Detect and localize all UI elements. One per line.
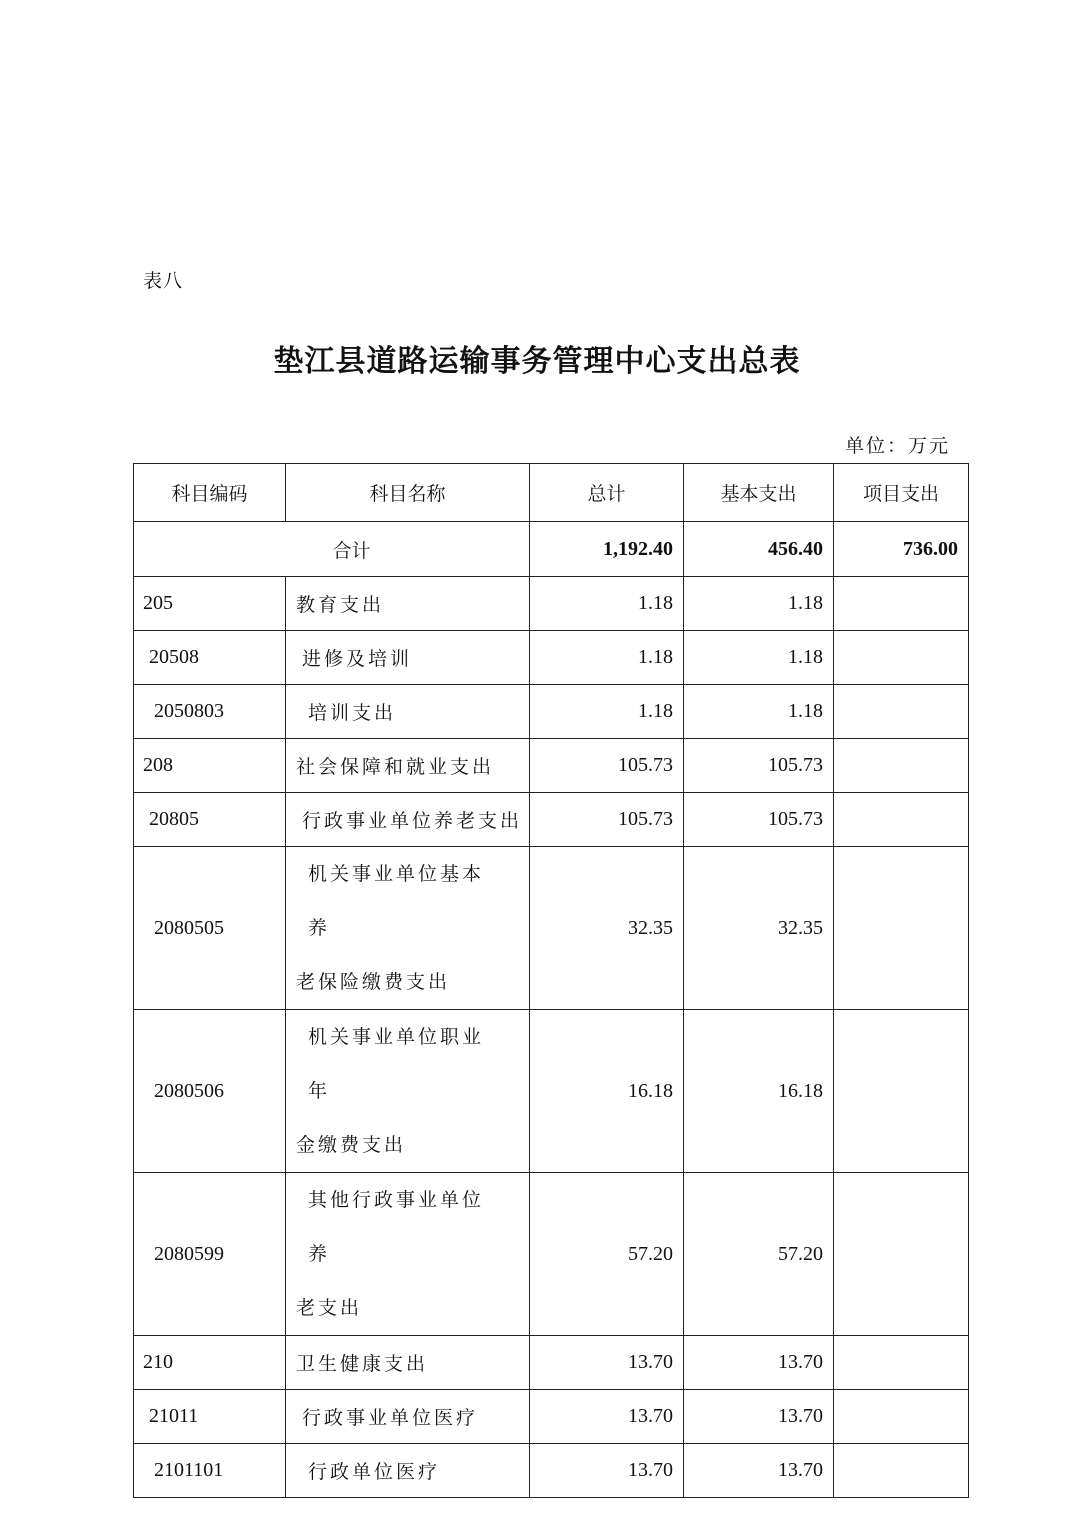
row-total: 105.73: [530, 793, 684, 847]
row-name-line2: 金缴费支出: [296, 1134, 407, 1156]
table-row: [134, 685, 969, 739]
row-project: [834, 793, 969, 847]
row-total: 32.35: [530, 847, 684, 1010]
row-total: 13.70: [530, 1444, 684, 1498]
row-name: 教育支出: [286, 577, 530, 631]
row-code: 21011: [134, 1390, 286, 1444]
total-total: 1,192.40: [530, 522, 684, 577]
table-row: [134, 739, 969, 793]
row-code: 20805: [134, 793, 286, 847]
row-total: 13.70: [530, 1390, 684, 1444]
row-basic: 1.18: [684, 685, 834, 739]
row-total: 105.73: [530, 739, 684, 793]
row-project: [834, 631, 969, 685]
column-header-total: 总计: [530, 464, 684, 522]
row-project: [834, 577, 969, 631]
column-header-basic: 基本支出: [684, 464, 834, 522]
row-name: 进修及培训: [286, 631, 530, 685]
row-name: 社会保障和就业支出: [286, 739, 530, 793]
row-name: [286, 847, 530, 1010]
row-total: 1.18: [530, 685, 684, 739]
row-basic: 16.18: [684, 1010, 834, 1173]
row-project: [834, 847, 969, 1010]
total-row: [134, 522, 969, 577]
expense-table: [133, 463, 969, 1498]
row-code: 20508: [134, 631, 286, 685]
row-code: 210: [134, 1336, 286, 1390]
row-total: 1.18: [530, 631, 684, 685]
row-basic: 13.70: [684, 1444, 834, 1498]
row-code: 2080599: [134, 1173, 286, 1336]
table-row: [134, 847, 969, 1010]
row-basic: 1.18: [684, 631, 834, 685]
row-name: 行政事业单位医疗: [286, 1390, 530, 1444]
row-basic: 32.35: [684, 847, 834, 1010]
row-name: [286, 1010, 530, 1173]
row-basic: 13.70: [684, 1336, 834, 1390]
table-row: [134, 1444, 969, 1498]
row-project: [834, 1336, 969, 1390]
row-name-line1: 机关事业单位职业年: [308, 1026, 485, 1102]
row-code: 2101101: [134, 1444, 286, 1498]
row-code: 2080506: [134, 1010, 286, 1173]
table-row: [134, 577, 969, 631]
column-header-code: 科目编码: [134, 464, 286, 522]
row-name-line1: 机关事业单位基本养: [308, 863, 485, 939]
table-label: 表八: [143, 270, 184, 292]
row-name: [286, 1173, 530, 1336]
column-header-name: 科目名称: [286, 464, 530, 522]
unit-label: 单位：万元: [844, 435, 950, 457]
row-name-line2: 老支出: [296, 1297, 363, 1319]
row-project: [834, 685, 969, 739]
row-basic: 13.70: [684, 1390, 834, 1444]
row-name: 培训支出: [286, 685, 530, 739]
row-total: 13.70: [530, 1336, 684, 1390]
row-basic: 105.73: [684, 739, 834, 793]
table-row: [134, 631, 969, 685]
row-code: 205: [134, 577, 286, 631]
row-total: 16.18: [530, 1010, 684, 1173]
row-code: 208: [134, 739, 286, 793]
row-name-line2: 老保险缴费支出: [296, 971, 451, 993]
row-code: 2050803: [134, 685, 286, 739]
table-row: [134, 793, 969, 847]
row-project: [834, 1444, 969, 1498]
row-name-line1: 其他行政事业单位养: [308, 1189, 485, 1265]
row-project: [834, 1390, 969, 1444]
row-project: [834, 1010, 969, 1173]
header-row: [134, 464, 969, 522]
row-total: 57.20: [530, 1173, 684, 1336]
row-name: 行政单位医疗: [286, 1444, 530, 1498]
table-row: [134, 1390, 969, 1444]
row-code: 2080505: [134, 847, 286, 1010]
row-project: [834, 1173, 969, 1336]
total-label: 合计: [134, 522, 530, 577]
table-row: [134, 1336, 969, 1390]
column-header-project: 项目支出: [834, 464, 969, 522]
row-basic: 105.73: [684, 793, 834, 847]
page-title: 垫江县道路运输事务管理中心支出总表: [273, 344, 801, 379]
total-basic: 456.40: [684, 522, 834, 577]
row-basic: 1.18: [684, 577, 834, 631]
row-total: 1.18: [530, 577, 684, 631]
table-row: [134, 1173, 969, 1336]
row-project: [834, 739, 969, 793]
row-name: 卫生健康支出: [286, 1336, 530, 1390]
table-row: [134, 1010, 969, 1173]
total-project: 736.00: [834, 522, 969, 577]
row-name: 行政事业单位养老支出: [286, 793, 530, 847]
row-basic: 57.20: [684, 1173, 834, 1336]
